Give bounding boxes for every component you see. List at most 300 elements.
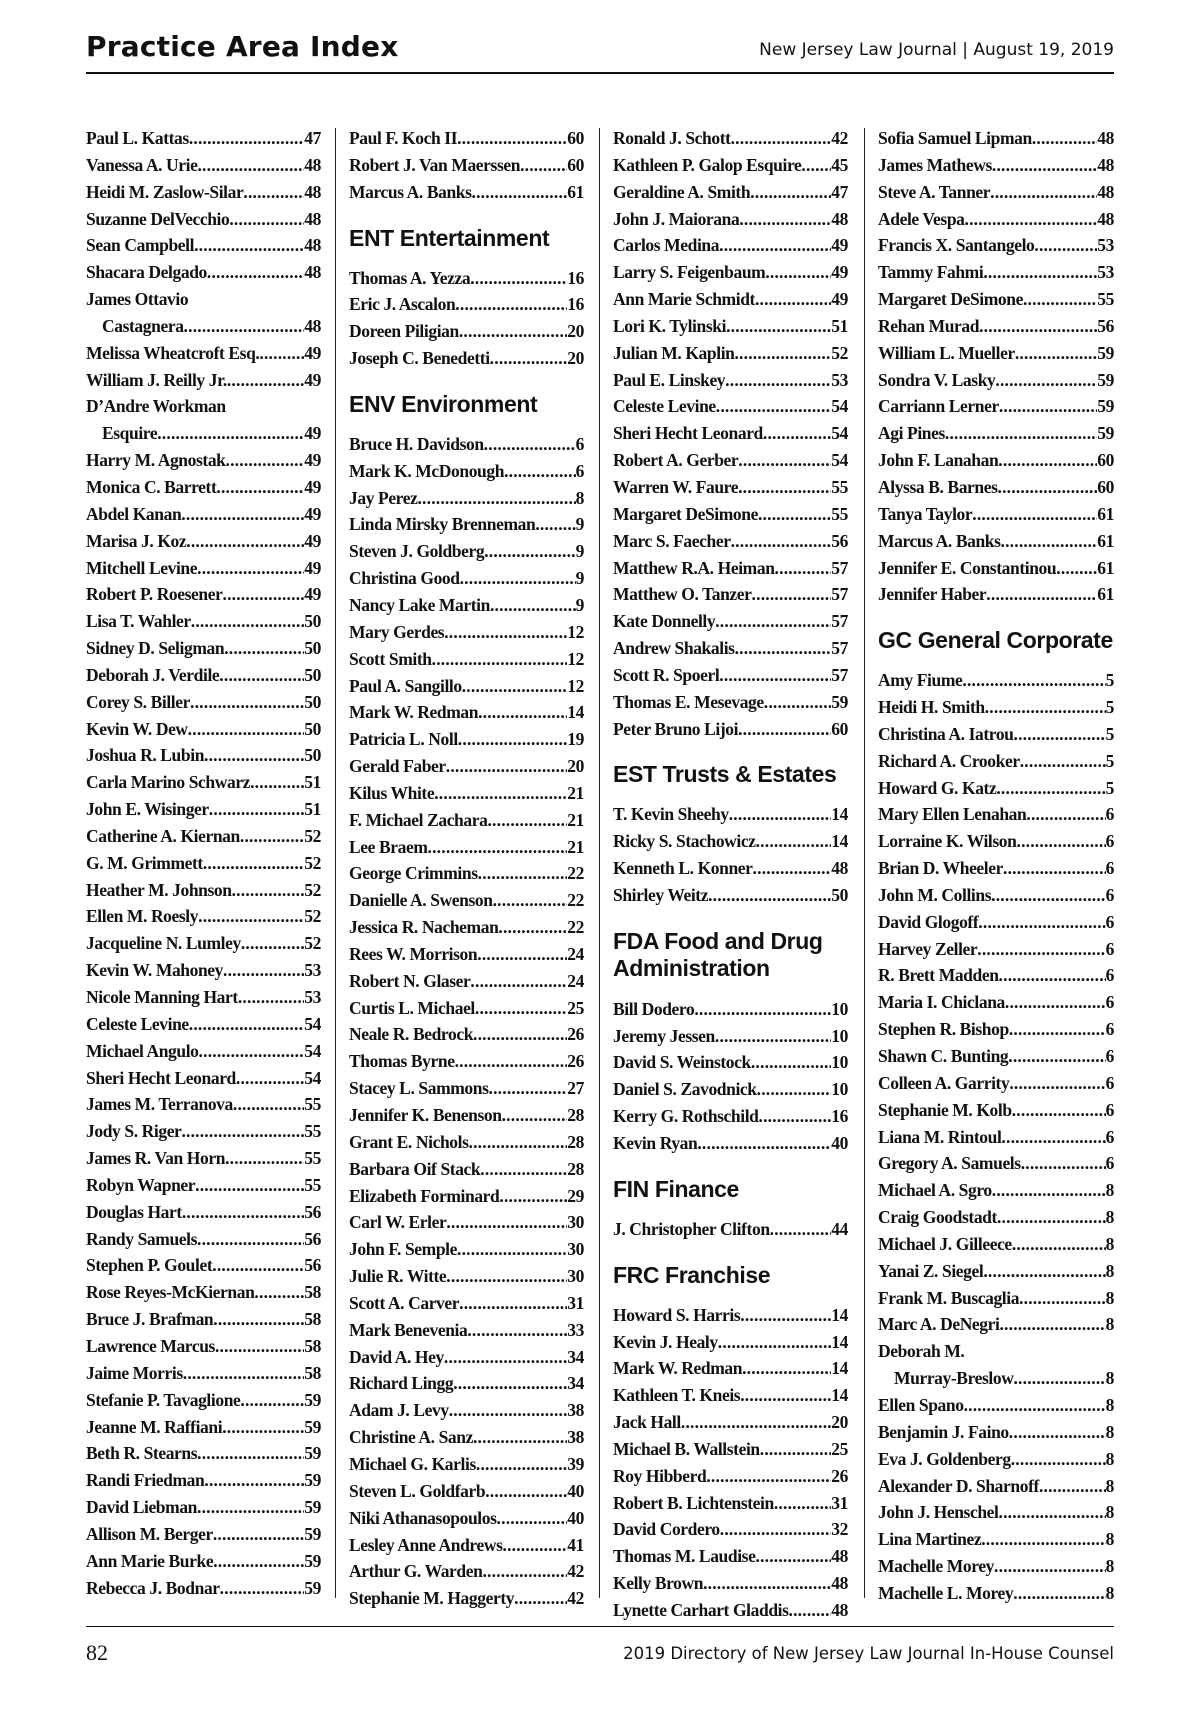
entry-name: R. Brett Madden [878, 965, 999, 986]
section-heading-text: GC General Corporate [878, 627, 1113, 654]
dot-leader [1026, 804, 1105, 825]
entry-name: Corey S. Biller [86, 691, 191, 712]
dot-leader [1012, 1234, 1106, 1255]
entry-name: Richard A. Crooker [878, 750, 1020, 771]
entry-name: Carla Marino Schwarz [86, 772, 251, 793]
dot-leader [459, 1293, 567, 1314]
dot-leader [708, 885, 831, 906]
dot-leader [764, 692, 832, 713]
entry-page: 53 [831, 369, 848, 390]
entry-page: 26 [567, 1024, 584, 1045]
index-entry [878, 1529, 1114, 1556]
entry-page: 56 [304, 1255, 321, 1276]
entry-page: 54 [831, 450, 848, 471]
dot-leader [219, 665, 304, 686]
entry-page: 59 [1097, 423, 1114, 444]
dot-leader [490, 348, 568, 369]
entry-name: Margaret DeSimone [878, 289, 1023, 310]
entry-page: 40 [831, 1133, 848, 1153]
entry-page: 55 [304, 1094, 321, 1115]
entry-page: 55 [304, 1174, 321, 1195]
entry-page: 14 [831, 831, 848, 852]
index-entry [349, 1535, 584, 1562]
entry-name: Kilus White [349, 782, 435, 803]
index-entry [349, 1078, 584, 1105]
index-entry [349, 268, 584, 295]
entry-name: Craig Goodstadt [878, 1207, 997, 1228]
entry-name: David Cordero [613, 1519, 720, 1540]
dot-leader [750, 182, 831, 203]
entry-name: Sheri Hecht Leonard [613, 423, 763, 444]
entry-page: 57 [831, 638, 848, 659]
entry-name: Bruce H. Davidson [349, 433, 484, 454]
dot-leader [485, 1481, 567, 1502]
section-heading-text-line2: Administration [613, 954, 770, 981]
index-entry [613, 665, 848, 692]
entry-page: 16 [567, 294, 584, 315]
dot-leader [484, 434, 576, 455]
entry-page: 6 [1105, 938, 1114, 959]
entry-page: 50 [304, 691, 321, 712]
index-entry [878, 289, 1114, 316]
entry-name: David Liebman [86, 1497, 198, 1518]
entry-name: Mark Benevenia [349, 1319, 468, 1340]
index-entry [613, 1412, 848, 1439]
entry-page: 42 [567, 1561, 584, 1582]
entry-name: Beth R. Stearns [86, 1443, 198, 1464]
dot-leader [694, 999, 831, 1020]
dot-leader [992, 155, 1097, 176]
entry-page: 49 [304, 584, 321, 605]
dot-leader [493, 890, 568, 911]
dot-leader [1020, 751, 1106, 772]
entry-page: 50 [304, 718, 321, 739]
entry-page: 12 [567, 675, 584, 696]
entry-name: Murray-Breslow [894, 1368, 1014, 1389]
index-column-1 [86, 128, 321, 1608]
index-entry [878, 992, 1114, 1019]
entry-name: Daniel S. Zavodnick [613, 1079, 757, 1100]
entry-name: Matthew O. Tanzer [613, 584, 752, 605]
entry-name: Michael Angulo [86, 1040, 199, 1061]
dot-leader [986, 584, 1097, 605]
index-entry [878, 1395, 1114, 1422]
entry-page: 30 [567, 1266, 584, 1287]
entry-name: Mark W. Redman [349, 702, 479, 723]
entry-name: David S. Weinstock [613, 1052, 751, 1073]
entry-name: Scott Smith [349, 648, 432, 669]
entry-page: 8 [1105, 1287, 1114, 1308]
dot-leader [995, 370, 1097, 391]
dot-leader [503, 1535, 568, 1556]
entry-name: Jeanne M. Raffiani [86, 1416, 223, 1437]
entry-name: Rehan Murad [878, 315, 980, 336]
entry-name: John J. Maiorana [613, 208, 740, 229]
entry-page: 48 [831, 208, 848, 229]
entry-name: Warren W. Faure [613, 476, 739, 497]
entry-name: Christina Good [349, 568, 460, 589]
entry-name: Tanya Taylor [878, 503, 973, 524]
entry-name: Paul F. Koch II [349, 128, 458, 148]
index-entry [613, 316, 848, 343]
entry-page: 8 [1105, 1368, 1114, 1389]
dot-leader [994, 1556, 1106, 1577]
entry-name: James Ottavio [86, 289, 189, 310]
index-entry [86, 826, 321, 853]
entry-page: 42 [567, 1588, 584, 1609]
entry-name: Thomas A. Yezza [349, 267, 471, 288]
index-columns [86, 128, 1114, 1620]
entry-name: Frank M. Buscaglia [878, 1287, 1020, 1308]
index-entry [613, 1106, 848, 1133]
index-entry [86, 1229, 321, 1256]
entry-name: Rose Reyes-McKiernan [86, 1282, 255, 1303]
entry-page: 6 [575, 460, 584, 481]
dot-leader [449, 1400, 568, 1421]
index-entry [878, 804, 1114, 831]
entry-page: 54 [831, 423, 848, 444]
section-heading [613, 1160, 848, 1219]
dot-leader [199, 1041, 305, 1062]
index-entry [86, 450, 321, 477]
entry-page: 45 [831, 154, 848, 175]
entry-name: Gerald Faber [349, 756, 446, 777]
entry-page: 6 [1105, 831, 1114, 852]
dot-leader [473, 1024, 567, 1045]
section-heading [613, 1246, 848, 1305]
dot-leader [1009, 1019, 1106, 1040]
dot-leader [188, 719, 305, 740]
entry-name: Stefanie P. Tavaglione [86, 1389, 241, 1410]
entry-page: 52 [304, 825, 321, 846]
entry-page: 6 [1105, 1126, 1114, 1147]
column-divider [599, 128, 600, 1598]
dot-leader [480, 1159, 567, 1180]
dot-leader [755, 289, 831, 310]
entry-page: 49 [831, 235, 848, 256]
entry-page: 28 [567, 1158, 584, 1179]
entry-page: 6 [1105, 1072, 1114, 1093]
entry-name: Shawn C. Bunting [878, 1046, 1009, 1066]
dot-leader [195, 1175, 304, 1196]
entry-page: 51 [831, 315, 848, 336]
entry-name: Machelle L. Morey [878, 1582, 1014, 1603]
dot-leader [718, 1332, 832, 1353]
entry-name: Lina Martinez [878, 1529, 982, 1550]
index-entry [613, 1079, 848, 1106]
index-entry [86, 370, 321, 397]
entry-name: Curtis L. Michael [349, 997, 475, 1018]
index-entry [878, 531, 1114, 558]
entry-page: 53 [1097, 235, 1114, 256]
section-heading [613, 745, 848, 804]
index-entry [878, 1261, 1114, 1288]
dot-leader [434, 783, 567, 804]
index-entry [86, 531, 321, 558]
entry-name: George Crimmins [349, 863, 478, 884]
entry-name: Lynette Carhart Gladdis [613, 1599, 789, 1620]
dot-leader [759, 1106, 832, 1127]
entry-page: 30 [567, 1212, 584, 1233]
index-entry [349, 1373, 584, 1400]
entry-name: Matthew R.A. Heiman [613, 557, 775, 578]
index-column-3 [613, 128, 848, 1620]
entry-name: Jeremy Jessen [613, 1025, 715, 1046]
dot-leader [182, 1202, 304, 1223]
dot-leader [1009, 1073, 1105, 1094]
index-entry [86, 906, 321, 933]
index-entry [86, 933, 321, 960]
entry-page: 50 [304, 664, 321, 685]
index-entry [878, 1476, 1114, 1503]
entry-name: Robert P. Roesener [86, 584, 223, 605]
entry-name: Stephen R. Bishop [878, 1019, 1009, 1040]
dot-leader [457, 128, 567, 149]
index-entry [86, 477, 321, 504]
dot-leader [731, 531, 832, 552]
entry-name: Tammy Fahmi [878, 262, 984, 283]
dot-leader [226, 450, 305, 471]
dot-leader [983, 262, 1097, 283]
entry-page: 20 [567, 756, 584, 777]
directory-title: 2019 Directory of New Jersey Law Journal In-House Counsel [623, 1644, 1114, 1663]
entry-name: Scott R. Spoerl [613, 664, 720, 685]
entry-page: 48 [831, 1599, 848, 1620]
index-entry [613, 396, 848, 423]
entry-name: Marcus A. Banks [349, 181, 472, 202]
index-entry [878, 1100, 1114, 1127]
entry-page: 48 [304, 315, 321, 336]
index-entry [86, 665, 321, 692]
entry-page: 55 [831, 503, 848, 524]
entry-name: Randy Samuels [86, 1228, 198, 1249]
entry-name: Ronald J. Schott [613, 128, 731, 148]
entry-page: 60 [567, 128, 584, 148]
index-entry [878, 1556, 1114, 1583]
entry-name: Castagnera [102, 315, 184, 336]
index-entry [613, 370, 848, 397]
entry-name: Kerry G. Rothschild [613, 1106, 759, 1127]
entry-name: Adele Vespa [878, 208, 965, 229]
section-heading-text: FDA Food and Drug [613, 927, 823, 954]
entry-page: 48 [304, 235, 321, 256]
entry-page: 59 [304, 1523, 321, 1544]
entry-page: 14 [831, 1331, 848, 1352]
entry-page: 26 [831, 1465, 848, 1486]
dot-leader [198, 906, 304, 927]
index-entry [349, 676, 584, 703]
entry-page: 49 [304, 342, 321, 363]
section-heading-text: ENT Entertainment [349, 224, 550, 251]
dot-leader [477, 944, 567, 965]
entry-name: Michael A. Sgro [878, 1180, 992, 1201]
entry-page: 38 [567, 1427, 584, 1448]
entry-page: 24 [567, 970, 584, 991]
dot-leader [1001, 1127, 1105, 1148]
entry-page: 58 [304, 1309, 321, 1330]
index-entry [878, 1341, 1114, 1368]
entry-page: 33 [567, 1319, 584, 1340]
index-entry [878, 1127, 1114, 1154]
dot-leader [222, 1417, 304, 1438]
index-entry [878, 885, 1114, 912]
entry-page: 47 [304, 128, 321, 148]
index-entry [613, 611, 848, 638]
dot-leader [476, 1454, 567, 1475]
entry-name: Michael G. Karlis [349, 1453, 476, 1474]
entry-name: James Mathews [878, 154, 992, 175]
index-entry [613, 1466, 848, 1493]
index-entry [349, 1132, 584, 1159]
index-entry [86, 128, 321, 155]
dot-leader [482, 1561, 567, 1582]
entry-name: Bill Dodero [613, 998, 695, 1019]
entry-page: 53 [304, 987, 321, 1007]
index-entry [86, 1363, 321, 1390]
entry-page: 10 [831, 1079, 848, 1100]
entry-name: Kenneth L. Konner [613, 858, 753, 879]
index-entry [349, 1400, 584, 1427]
entry-page: 61 [1097, 557, 1114, 578]
entry-name: Catherine A. Kiernan [86, 825, 240, 846]
entry-name: Joseph C. Benedetti [349, 348, 490, 369]
entry-page: 49 [304, 530, 321, 551]
dot-leader [725, 370, 831, 391]
index-entry [613, 719, 848, 746]
entry-page: 6 [1105, 884, 1114, 905]
entry-name: Roy Hibberd [613, 1465, 707, 1486]
dot-leader [225, 1148, 304, 1169]
entry-name: Nancy Lake Martin [349, 594, 490, 615]
index-entry [613, 692, 848, 719]
entry-page: 42 [831, 128, 848, 148]
entry-page: 57 [831, 664, 848, 685]
index-entry [86, 262, 321, 289]
entry-page: 24 [567, 943, 584, 964]
entry-page: 12 [567, 621, 584, 642]
entry-name: Howard S. Harris [613, 1304, 741, 1325]
entry-page: 6 [1105, 804, 1114, 825]
index-entry [86, 1014, 321, 1041]
dot-leader [1032, 128, 1097, 149]
dot-leader [216, 477, 304, 498]
dot-leader [490, 595, 576, 616]
dot-leader [189, 1014, 305, 1035]
entry-page: 48 [304, 262, 321, 283]
dot-leader [254, 1282, 304, 1303]
dot-leader [191, 611, 305, 632]
entry-name: Mary Ellen Lenahan [878, 804, 1027, 825]
dot-leader [470, 971, 567, 992]
dot-leader [157, 423, 304, 444]
index-entry [349, 1588, 584, 1615]
index-entry [86, 611, 321, 638]
index-entry [349, 649, 584, 676]
entry-name: Machelle Morey [878, 1556, 995, 1577]
entry-page: 49 [304, 557, 321, 578]
entry-name: Colleen A. Garrity [878, 1072, 1010, 1093]
entry-page: 21 [567, 809, 584, 830]
dot-leader [535, 514, 575, 535]
index-entry [349, 998, 584, 1025]
index-entry [878, 209, 1114, 236]
entry-name: Kathleen P. Galop Esquire [613, 154, 802, 175]
dot-leader [213, 1551, 304, 1572]
index-entry [86, 423, 321, 450]
dot-leader [197, 1443, 304, 1464]
entry-page: 59 [304, 1497, 321, 1518]
entry-name: Celeste Levine [613, 396, 716, 417]
dot-leader [972, 504, 1097, 525]
dot-leader [742, 1358, 831, 1379]
index-entry [349, 1159, 584, 1186]
page-header [86, 26, 1114, 72]
entry-name: Liana M. Rintoul [878, 1126, 1002, 1147]
dot-leader [738, 450, 831, 471]
dot-leader [1023, 289, 1097, 310]
entry-name: Deborah M. [878, 1341, 965, 1362]
entry-page: 56 [831, 530, 848, 551]
entry-name: Benjamin J. Faino [878, 1421, 1009, 1442]
index-entry [349, 1508, 584, 1535]
dot-leader [703, 1573, 831, 1594]
entry-page: 59 [304, 1470, 321, 1491]
dot-leader [962, 670, 1105, 691]
dot-leader [998, 477, 1098, 498]
entry-name: Eric J. Ascalon [349, 294, 456, 315]
entry-name: Ellen Spano [878, 1394, 964, 1415]
entry-name: Maria I. Chiclana [878, 992, 1005, 1013]
index-entry [86, 745, 321, 772]
dot-leader [520, 155, 567, 176]
dot-leader [236, 1068, 304, 1089]
index-entry [349, 568, 584, 595]
entry-name: Robert J. Van Maerssen [349, 154, 521, 175]
entry-name: Michael B. Wallstein [613, 1438, 760, 1459]
entry-page: 57 [831, 557, 848, 578]
dot-leader [1017, 831, 1106, 852]
dot-leader [760, 1439, 832, 1460]
dot-leader [190, 692, 304, 713]
index-entry [349, 182, 584, 209]
section-heading [349, 375, 584, 434]
entry-page: 8 [1105, 1529, 1114, 1550]
dot-leader [1014, 724, 1106, 745]
dot-leader [751, 1052, 831, 1073]
entry-page: 9 [575, 568, 584, 589]
dot-leader [965, 209, 1098, 230]
dot-leader [458, 729, 568, 750]
dot-leader [999, 1314, 1105, 1335]
entry-name: Bruce J. Brafman [86, 1309, 214, 1330]
index-entry [86, 987, 321, 1014]
entry-name: Kevin Ryan [613, 1133, 698, 1153]
entry-page: 61 [567, 181, 584, 202]
dot-leader [223, 584, 305, 605]
entry-page: 10 [831, 1052, 848, 1073]
entry-name: G. M. Grimmett [86, 852, 203, 873]
index-entry [878, 1073, 1114, 1100]
dot-leader [484, 541, 575, 562]
entry-name: Kelly Brown [613, 1573, 704, 1594]
dot-leader [738, 477, 831, 498]
entry-name: Suzanne DelVecchio [86, 208, 230, 229]
dot-leader [716, 396, 832, 417]
entry-name: Yanai Z. Siegel [878, 1260, 984, 1281]
entry-page: 8 [1105, 1233, 1114, 1254]
index-entry [349, 488, 584, 515]
entry-page: 25 [567, 997, 584, 1018]
